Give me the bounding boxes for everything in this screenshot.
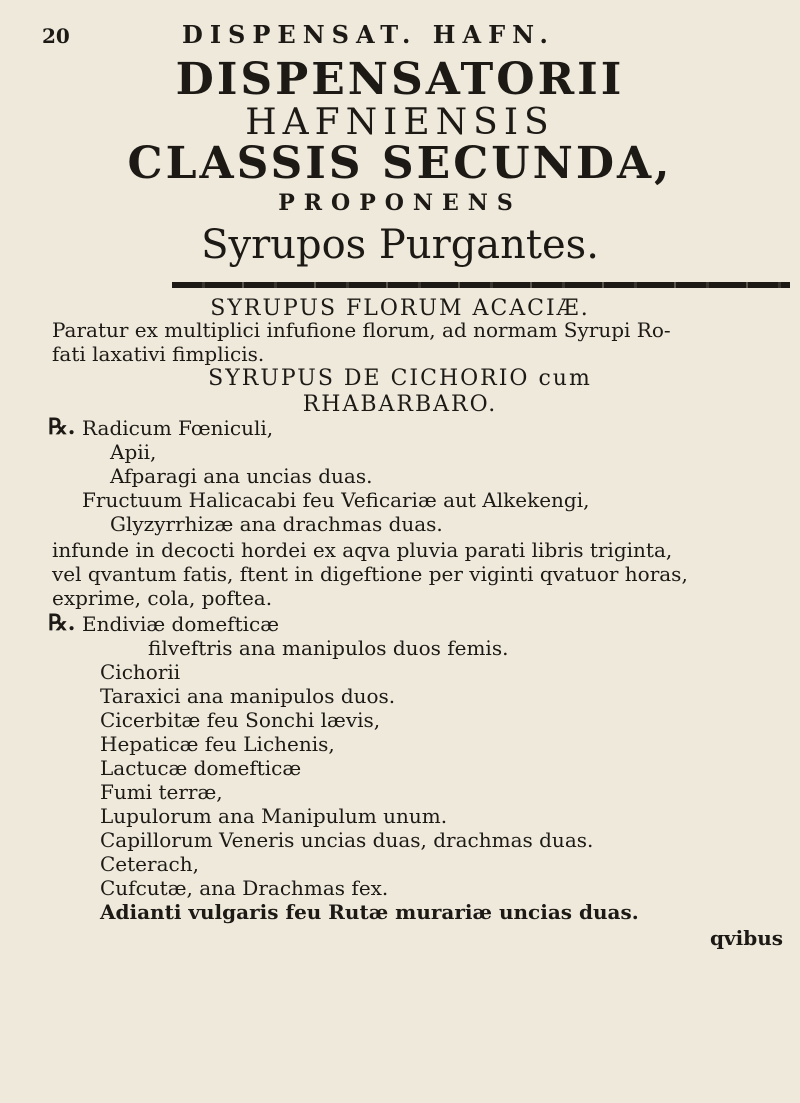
ingredient-line: Ceterach, xyxy=(100,852,199,876)
ingredient-line: Lupulorum ana Manipulum unum. xyxy=(100,804,448,828)
ingredient-line: Endiviæ domefticæ xyxy=(82,612,280,636)
recipe-symbol-1: ℞. xyxy=(48,414,76,440)
ingredient-line: Lactucæ domefticæ xyxy=(100,756,302,780)
ingredient-line: Capillorum Veneris uncias duas, drachmas duas. xyxy=(100,828,594,852)
ingredient-line: Cicerbitæ feu Sonchi lævis, xyxy=(100,708,381,732)
section-1-text-line-2: fati laxativi fimplicis. xyxy=(52,342,265,366)
title-line-1: DISPENSATORII xyxy=(175,54,625,105)
ingredient-line: Apii, xyxy=(110,440,157,464)
ingredient-line: Adianti vulgaris feu Rutæ murariæ uncias duas. xyxy=(100,900,639,924)
ingredient-line: Taraxici ana manipulos duos. xyxy=(100,684,396,708)
catchword: qvibus xyxy=(710,926,783,950)
instruction-line: infunde in decocti hordei ex aqva pluvia parati libris triginta, xyxy=(52,538,673,562)
section-heading-2-line-2: RHABARBARO. xyxy=(302,392,498,417)
page-number: 20 xyxy=(42,24,70,48)
ingredient-line: Afparagi ana uncias duas. xyxy=(110,464,373,488)
ingredient-line: Cufcutæ, ana Drachmas fex. xyxy=(100,876,389,900)
title-line-5: Syrupos Purgantes. xyxy=(201,222,599,268)
recipe-symbol-2: ℞. xyxy=(48,610,76,636)
title-line-2: HAFNIENSIS xyxy=(245,102,555,143)
section-heading-1: SYRUPUS FLORUM ACACIÆ. xyxy=(210,296,590,321)
ingredient-line: Cichorii xyxy=(100,660,181,684)
ingredient-line: Hepaticæ feu Lichenis, xyxy=(100,732,335,756)
ornamental-rule xyxy=(172,282,790,288)
section-1-text-line-1: Paratur ex multiplici infufione florum, ad normam Syrupi Ro- xyxy=(52,318,671,342)
ingredient-line: filveftris ana manipulos duos femis. xyxy=(148,636,509,660)
section-heading-2-line-1: SYRUPUS DE CICHORIO cum xyxy=(208,366,592,391)
ingredient-line: Glyzyrrhizæ ana drachmas duas. xyxy=(110,512,443,536)
title-line-4: PROPONENS xyxy=(278,190,522,216)
running-title: DISPENSAT. HAFN. xyxy=(182,20,555,49)
instruction-line: exprime, cola, poftea. xyxy=(52,586,273,610)
ingredient-line: Fructuum Halicacabi feu Veficariæ aut Alkekengi, xyxy=(82,488,590,512)
instruction-line: vel qvantum fatis, ftent in digeftione per viginti qvatuor horas, xyxy=(52,562,688,586)
ingredient-line: Fumi terræ, xyxy=(100,780,223,804)
title-line-3: CLASSIS SECUNDA, xyxy=(127,138,673,189)
ingredient-line: Radicum Fœniculi, xyxy=(82,416,274,440)
